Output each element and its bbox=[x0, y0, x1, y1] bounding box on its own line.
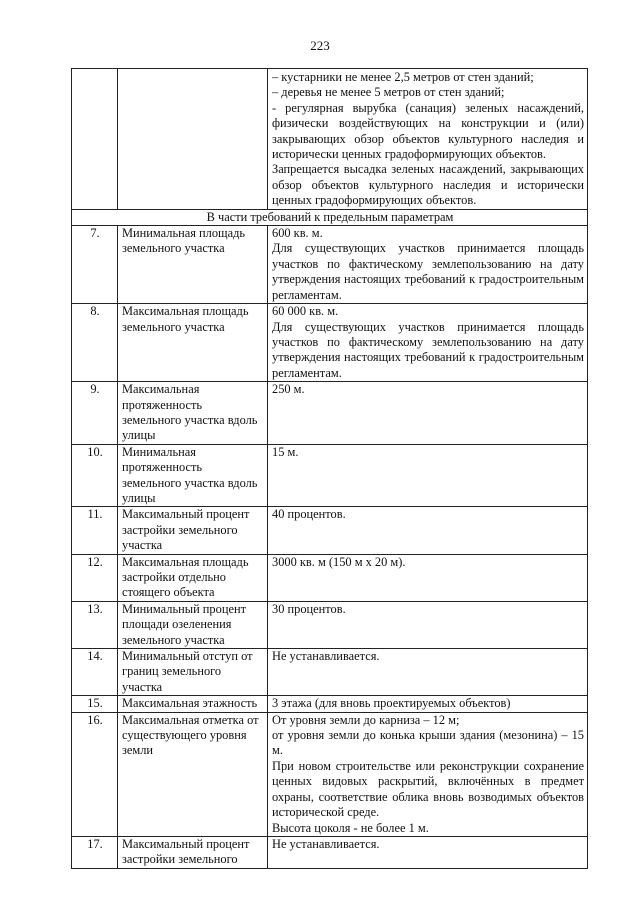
section-row bbox=[72, 209, 588, 225]
parameter-name: Максимальная протяженность земельного участка вдоль улицы bbox=[118, 382, 268, 445]
parameter-value bbox=[268, 554, 588, 601]
value-line: 60 000 кв. м. bbox=[272, 304, 339, 319]
row-number: 9. bbox=[72, 382, 118, 445]
parameter-value bbox=[268, 696, 588, 712]
value-line: - регулярная вырубка (санация) зеленых насаждений, физически воздействующих на конструкции и (или) закрывающих обзор объектов культурного наследия и исторически ценных градоформирующих объектов. bbox=[272, 100, 584, 162]
value-line: 250 м. bbox=[272, 382, 305, 397]
table-row bbox=[72, 649, 588, 696]
row-number: 10. bbox=[72, 444, 118, 507]
row-number: 17. bbox=[72, 836, 118, 868]
table-row bbox=[72, 304, 588, 382]
value-line: от уровня земли до конька крыши здания (мезонина) – 15 м. bbox=[272, 728, 584, 758]
value-line: Запрещается высадка зеленых насаждений, закрывающих обзор объектов культурного наследия и исторически ценных градоформирующих объектов. bbox=[272, 162, 584, 208]
regulation-table bbox=[71, 68, 588, 869]
parameter-name: Минимальный процент площади озеленения земельного участка bbox=[118, 601, 268, 648]
section-heading: В части требований к предельным параметрам bbox=[72, 209, 588, 225]
row-number bbox=[72, 69, 118, 210]
parameter-name: Максимальный процент застройки земельного bbox=[118, 836, 268, 868]
table-row bbox=[72, 601, 588, 648]
parameter-value bbox=[268, 507, 588, 554]
parameter-name: Минимальный отступ от границ земельного участка bbox=[118, 649, 268, 696]
row-number: 12. bbox=[72, 554, 118, 601]
parameter-name: Максимальная площадь земельного участка bbox=[118, 304, 268, 382]
row-number: 15. bbox=[72, 696, 118, 712]
row-number: 13. bbox=[72, 601, 118, 648]
table-row bbox=[72, 69, 588, 210]
parameter-name: Минимальная протяженность земельного участка вдоль улицы bbox=[118, 444, 268, 507]
value-line: При новом строительстве или реконструкции сохранение ценных видовых раскрытий, включённых в предмет охраны, соответствие облика вновь возводимых объектов исторической среде. bbox=[272, 758, 584, 820]
parameter-name bbox=[118, 69, 268, 210]
table-row bbox=[72, 696, 588, 712]
parameter-value bbox=[268, 226, 588, 304]
parameter-name: Максимальная площадь застройки отдельно стоящего объекта bbox=[118, 554, 268, 601]
value-line: – кустарники не менее 2,5 метров от стен зданий; bbox=[272, 70, 534, 84]
row-number: 7. bbox=[72, 226, 118, 304]
parameter-value bbox=[268, 601, 588, 648]
value-line: 3 этажа (для вновь проектируемых объектов) bbox=[272, 696, 511, 711]
table-row bbox=[72, 712, 588, 836]
parameter-value bbox=[268, 304, 588, 382]
table-row bbox=[72, 836, 588, 868]
value-line: Высота цоколя - не более 1 м. bbox=[272, 820, 429, 835]
row-number: 16. bbox=[72, 712, 118, 836]
value-line: 40 процентов. bbox=[272, 507, 346, 522]
table-row bbox=[72, 226, 588, 304]
parameter-value bbox=[268, 649, 588, 696]
table-row bbox=[72, 554, 588, 601]
page-number: 223 bbox=[310, 38, 330, 53]
value-line: 15 м. bbox=[272, 444, 299, 459]
parameter-name: Максимальная этажность bbox=[118, 696, 268, 712]
value-line: Не устанавливается. bbox=[272, 649, 380, 664]
row-number: 14. bbox=[72, 649, 118, 696]
value-line: – деревья не менее 5 метров от стен зданий; bbox=[272, 85, 505, 100]
parameter-name: Минимальная площадь земельного участка bbox=[118, 226, 268, 304]
row-number: 8. bbox=[72, 304, 118, 382]
parameter-value bbox=[268, 836, 588, 868]
value-line: 3000 кв. м (150 м х 20 м). bbox=[272, 554, 406, 569]
parameter-value bbox=[268, 382, 588, 445]
value-line: 30 процентов. bbox=[272, 601, 346, 616]
parameter-value bbox=[268, 712, 588, 836]
parameter-name: Максимальная отметка от существующего уровня земли bbox=[118, 712, 268, 836]
value-line: 600 кв. м. bbox=[272, 226, 323, 241]
parameter-value bbox=[268, 69, 588, 210]
table-row bbox=[72, 444, 588, 507]
value-line: Для существующих участков принимается площадь участков по фактическому землепользованию на дату утверждения настоящих требований к градостроительным регламентам. bbox=[272, 319, 584, 380]
table-row bbox=[72, 507, 588, 554]
row-number: 11. bbox=[72, 507, 118, 554]
table-row bbox=[72, 382, 588, 445]
value-line: От уровня земли до карниза – 12 м; bbox=[272, 712, 460, 727]
parameter-name: Максимальный процент застройки земельного участка bbox=[118, 507, 268, 554]
value-line: Для существующих участков принимается площадь участков по фактическому землепользованию на дату утверждения настоящих требований к градостроительным регламентам. bbox=[272, 241, 584, 302]
value-line: Не устанавливается. bbox=[272, 836, 380, 851]
parameter-value bbox=[268, 444, 588, 507]
